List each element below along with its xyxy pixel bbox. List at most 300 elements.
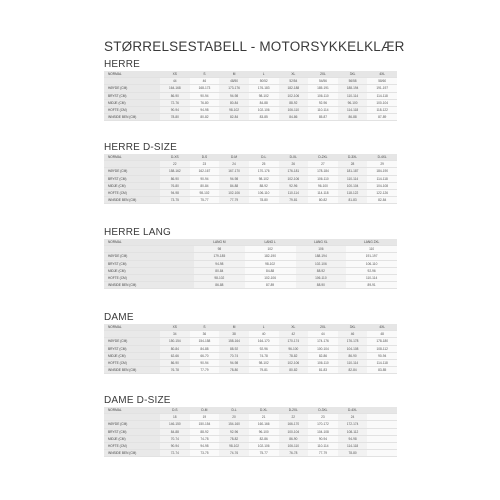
table-cell: 98-102 — [249, 92, 279, 99]
table-cell: 114-118 — [338, 107, 368, 114]
table-cell: 76-80 — [190, 99, 220, 106]
table-cell: 150-154 — [160, 338, 190, 345]
table-cell: 106-110 — [346, 260, 397, 267]
table-cell: 98-102 — [219, 107, 249, 114]
header-cell: D-2XL — [279, 407, 309, 414]
table-cell: 170-176 — [249, 168, 279, 175]
header-cell: D-L — [249, 154, 279, 161]
table-cell: 110-114 — [346, 275, 397, 282]
table-cell: 191-197 — [346, 253, 397, 260]
header-cell: S — [190, 324, 220, 331]
table-cell: 178-184 — [308, 168, 338, 175]
table-cell: 84-88 — [245, 267, 296, 274]
table-cell: 24 — [219, 161, 249, 168]
table-cell: 182-190 — [245, 253, 296, 260]
table-cell: 110-114 — [308, 107, 338, 114]
table-cell: 94-98 — [219, 92, 249, 99]
table-cell: 104-108 — [338, 345, 368, 352]
table-cell: 158-164 — [219, 338, 249, 345]
table-cell: 84-88 — [160, 428, 190, 435]
table-cell: 90-94 — [160, 443, 190, 450]
table-row — [104, 92, 397, 99]
table-cell: 74-78 — [190, 435, 220, 442]
table-cell: 188-194 — [338, 85, 368, 92]
size-table — [104, 154, 397, 204]
section-title: HERRE D-SIZE — [104, 142, 177, 153]
row-label: BRYST (CM) — [104, 428, 160, 435]
table-cell: 50/52 — [249, 78, 279, 85]
table-cell: 90-94 — [308, 435, 338, 442]
table-cell: 98 — [194, 246, 245, 253]
table-cell: 88-92 — [190, 428, 220, 435]
table-row — [104, 338, 397, 345]
table-header-row — [104, 407, 397, 414]
table-cell: 90-94 — [367, 352, 397, 359]
table-cell: 86-90 — [279, 435, 309, 442]
table-row — [104, 99, 397, 106]
table-cell: 96-100 — [308, 182, 338, 189]
section-title: DAME — [104, 312, 134, 323]
row-label: HOFTE (CM) — [104, 190, 160, 197]
table-cell: 44 — [160, 78, 190, 85]
table-cell: 94-98 — [160, 190, 190, 197]
header-cell: D-3XL — [308, 407, 338, 414]
table-cell: 162-167 — [190, 168, 220, 175]
row-label: HOFTE (CM) — [104, 107, 160, 114]
table-cell: 100-104 — [338, 182, 368, 189]
table-row — [104, 114, 397, 121]
row-label: HØYDE (CM) — [104, 421, 160, 428]
table-cell: 114-118 — [308, 190, 338, 197]
table-cell: 88-92 — [296, 267, 347, 274]
header-cell: XS — [160, 71, 190, 78]
table-cell: 176-181 — [279, 168, 309, 175]
table-cell: 78-82 — [279, 352, 309, 359]
table-row — [104, 421, 397, 428]
table-cell: 184-190 — [367, 168, 397, 175]
row-label: HOFTE (CM) — [104, 443, 160, 450]
header-cell: 2XL — [308, 324, 338, 331]
table-cell: 80-84 — [219, 99, 249, 106]
table-cell: 82-84 — [219, 114, 249, 121]
table-cell: 87-89 — [367, 114, 397, 121]
row-label: MIDJE (CM) — [104, 352, 160, 359]
table-cell: 96-100 — [279, 345, 309, 352]
table-cell: 86-88 — [338, 114, 368, 121]
table-cell: 74-76 — [219, 450, 249, 457]
table-cell — [367, 428, 397, 435]
table-cell: 92-96 — [308, 99, 338, 106]
table-row — [104, 360, 397, 367]
table-cell: 78-80 — [219, 367, 249, 374]
table-row — [104, 267, 397, 274]
table-row — [104, 161, 397, 168]
header-cell: S — [190, 71, 220, 78]
table-cell: 114-118 — [367, 360, 397, 367]
table-row — [104, 428, 397, 435]
table-cell: 98-102 — [245, 260, 296, 267]
header-cell: D-M — [190, 407, 220, 414]
section-title: HERRE — [104, 59, 141, 70]
header-cell: LANG XL — [296, 239, 347, 246]
table-cell: 160-166 — [249, 421, 279, 428]
table-cell: 98-102 — [194, 275, 245, 282]
header-cell: 4XL — [367, 324, 397, 331]
table-cell: 38 — [219, 331, 249, 338]
table-cell: 75-77 — [190, 197, 220, 204]
table-header-row — [104, 239, 397, 246]
table-cell: 92-96 — [219, 428, 249, 435]
table-cell: 102-106 — [279, 92, 309, 99]
table-row — [104, 253, 397, 260]
table-cell: 110-114 — [338, 92, 368, 99]
table-cell: 80-82 — [279, 367, 309, 374]
header-cell: NORMAL — [104, 154, 160, 161]
row-label: INNSIDE BEN (CM) — [104, 114, 160, 121]
table-cell: 102 — [245, 246, 296, 253]
header-cell: M — [219, 71, 249, 78]
table-cell: 74-78 — [249, 352, 279, 359]
table-row — [104, 107, 397, 114]
table-cell: 52/54 — [279, 78, 309, 85]
table-cell: 118-122 — [338, 190, 368, 197]
row-label: HØYDE (CM) — [104, 338, 160, 345]
table-cell: 122-126 — [367, 190, 397, 197]
header-cell: 3XL — [338, 71, 368, 78]
table-cell: 92-96 — [249, 345, 279, 352]
table-cell: 98-102 — [190, 190, 220, 197]
table-cell: 110-114 — [308, 443, 338, 450]
table-cell: 170-172 — [308, 421, 338, 428]
table-row — [104, 331, 397, 338]
table-cell: 110-114 — [338, 175, 368, 182]
table-cell: 94-98 — [190, 107, 220, 114]
header-cell: XL — [279, 71, 309, 78]
table-cell: 77-79 — [190, 367, 220, 374]
table-cell: 72-76 — [160, 99, 190, 106]
table-cell: 78-80 — [160, 114, 190, 121]
table-cell: 56/58 — [338, 78, 368, 85]
table-row — [104, 197, 397, 204]
table-cell: 79-81 — [279, 197, 309, 204]
table-cell: 108-112 — [338, 428, 368, 435]
page-title: STØRRELSESTABELL - MOTORSYKKELKLÆR — [104, 39, 405, 54]
table-row — [104, 435, 397, 442]
table-cell: 94-98 — [194, 260, 245, 267]
table-cell: 106-110 — [308, 360, 338, 367]
section-dame-d-size — [104, 394, 397, 457]
section-herre-lang — [104, 226, 397, 289]
table-cell: 154-160 — [219, 421, 249, 428]
row-label: MIDJE (CM) — [104, 99, 160, 106]
header-cell: M — [219, 324, 249, 331]
table-cell: 182-188 — [279, 85, 309, 92]
row-label: MIDJE (CM) — [104, 435, 160, 442]
size-table — [104, 407, 397, 457]
table-cell: 178-180 — [367, 338, 397, 345]
table-cell: 78-80 — [338, 450, 368, 457]
table-header-row — [104, 324, 397, 331]
table-row — [104, 450, 397, 457]
table-cell: 73-75 — [160, 197, 190, 204]
table-cell: 94-98 — [219, 360, 249, 367]
header-cell: D-XS — [160, 154, 190, 161]
table-cell: 168-173 — [190, 85, 220, 92]
header-cell: D-3XL — [338, 154, 368, 161]
table-cell: 102-106 — [219, 190, 249, 197]
table-cell: 84-88 — [219, 182, 249, 189]
header-cell: NORMAL — [104, 239, 194, 246]
section-dame — [104, 311, 397, 374]
table-cell: 81-83 — [308, 367, 338, 374]
table-cell: 86-88 — [194, 282, 245, 289]
table-cell: 170-174 — [279, 338, 309, 345]
table-row — [104, 246, 397, 253]
table-cell: 58/60 — [367, 78, 397, 85]
header-cell: NORMAL — [104, 407, 160, 414]
table-cell: 110 — [346, 246, 397, 253]
table-cell: 114-118 — [338, 443, 368, 450]
table-cell — [367, 421, 397, 428]
table-cell: 185-191 — [308, 85, 338, 92]
table-cell: 19 — [190, 414, 220, 421]
table-row — [104, 168, 397, 175]
table-cell: 100-104 — [279, 428, 309, 435]
table-cell: 78-82 — [219, 435, 249, 442]
table-cell — [367, 414, 397, 421]
table-cell — [367, 450, 397, 457]
table-cell: 164-168 — [160, 85, 190, 92]
table-cell: 79-81 — [249, 367, 279, 374]
table-cell: 94-98 — [219, 175, 249, 182]
table-cell: 154-158 — [190, 338, 220, 345]
table-cell: 80-82 — [308, 197, 338, 204]
table-cell: 166-170 — [279, 421, 309, 428]
table-cell: 114-118 — [367, 92, 397, 99]
table-cell: 76-80 — [160, 182, 190, 189]
table-cell: 84-88 — [249, 99, 279, 106]
table-cell: 110-114 — [279, 190, 309, 197]
row-label: BRYST (CM) — [104, 175, 160, 182]
table-cell — [367, 435, 397, 442]
table-cell: 104-108 — [367, 182, 397, 189]
table-row — [104, 367, 397, 374]
size-table — [104, 71, 397, 121]
table-cell: 25 — [249, 161, 279, 168]
table-cell: 102-106 — [245, 275, 296, 282]
header-cell: 3XL — [338, 324, 368, 331]
table-cell: 23 — [308, 414, 338, 421]
table-cell: 106-110 — [296, 275, 347, 282]
table-cell: 21 — [249, 414, 279, 421]
table-cell: 84-86 — [279, 114, 309, 121]
table-cell: 146-150 — [160, 421, 190, 428]
table-cell: 114-118 — [367, 175, 397, 182]
size-table — [104, 239, 397, 289]
table-cell: 80-84 — [194, 267, 245, 274]
table-cell: 29 — [367, 161, 397, 168]
table-header-row — [104, 71, 397, 78]
table-cell: 23 — [190, 161, 220, 168]
table-cell: 82-86 — [249, 435, 279, 442]
table-cell: 172-174 — [338, 421, 368, 428]
table-cell: 90-94 — [190, 175, 220, 182]
table-cell: 86-90 — [338, 352, 368, 359]
table-cell: 77-79 — [219, 197, 249, 204]
table-cell: 62-66 — [160, 352, 190, 359]
table-cell: 78-80 — [249, 197, 279, 204]
table-cell: 54/56 — [308, 78, 338, 85]
table-cell: 42 — [279, 331, 309, 338]
table-cell: 80-82 — [190, 114, 220, 121]
header-cell: 2XL — [308, 71, 338, 78]
table-cell: 188-194 — [296, 253, 347, 260]
table-cell: 86-90 — [160, 92, 190, 99]
table-cell: 81-83 — [338, 197, 368, 204]
table-cell: 102-106 — [249, 107, 279, 114]
table-row — [104, 282, 397, 289]
row-label: INNSIDE BEN (CM) — [104, 367, 160, 374]
table-cell: 83-85 — [367, 367, 397, 374]
size-table — [104, 324, 397, 374]
section-herre — [104, 58, 397, 121]
table-cell: 176-178 — [338, 338, 368, 345]
table-cell: 76-78 — [160, 367, 190, 374]
table-cell: 158-162 — [160, 168, 190, 175]
table-cell: 94-98 — [338, 435, 368, 442]
table-cell: 88-90 — [296, 282, 347, 289]
header-cell: LANG L — [245, 239, 296, 246]
table-cell: 40 — [249, 331, 279, 338]
table-cell: 76-78 — [279, 450, 309, 457]
table-cell: 46 — [190, 78, 220, 85]
header-cell: NORMAL — [104, 71, 160, 78]
table-cell: 66-70 — [190, 352, 220, 359]
table-cell: 80-84 — [190, 182, 220, 189]
header-cell: 4XL — [367, 71, 397, 78]
table-cell: 26 — [279, 161, 309, 168]
table-cell: 98-102 — [219, 443, 249, 450]
table-cell: 82-86 — [308, 352, 338, 359]
table-cell: 86-90 — [160, 175, 190, 182]
header-cell: XL — [279, 324, 309, 331]
table-cell: 90-94 — [190, 360, 220, 367]
table-cell: 82-84 — [367, 197, 397, 204]
header-cell: D-M — [219, 154, 249, 161]
section-title: DAME D-SIZE — [104, 395, 171, 406]
table-cell: 92-96 — [279, 182, 309, 189]
table-cell: 27 — [308, 161, 338, 168]
table-cell: 106-110 — [308, 92, 338, 99]
header-cell: L — [249, 324, 279, 331]
table-row — [104, 182, 397, 189]
row-label — [104, 78, 160, 85]
table-cell: 106 — [296, 246, 347, 253]
table-cell: 48/50 — [219, 78, 249, 85]
table-row — [104, 345, 397, 352]
header-cell: D-L — [219, 407, 249, 414]
table-cell: 88-92 — [279, 99, 309, 106]
table-cell: 181-187 — [338, 168, 368, 175]
table-row — [104, 78, 397, 85]
table-cell: 108-112 — [367, 345, 397, 352]
header-cell: LANG M — [194, 239, 245, 246]
table-cell: 46 — [338, 331, 368, 338]
table-cell: 24 — [338, 414, 368, 421]
table-cell: 100-104 — [308, 345, 338, 352]
table-cell: 70-74 — [160, 435, 190, 442]
header-cell: D-4XL — [338, 407, 368, 414]
table-cell: 77-79 — [308, 450, 338, 457]
table-row — [104, 85, 397, 92]
table-cell: 90-94 — [190, 92, 220, 99]
table-cell: 88-92 — [249, 182, 279, 189]
table-cell: 73-75 — [190, 450, 220, 457]
table-row — [104, 414, 397, 421]
table-cell: 75-77 — [249, 450, 279, 457]
header-cell: NORMAL — [104, 324, 160, 331]
table-row — [104, 260, 397, 267]
table-cell: 164-170 — [249, 338, 279, 345]
header-cell: D-S — [190, 154, 220, 161]
table-cell: 106-110 — [279, 107, 309, 114]
section-title: HERRE LANG — [104, 227, 172, 238]
table-cell: 150-154 — [190, 421, 220, 428]
table-cell: 85-87 — [308, 114, 338, 121]
table-row — [104, 275, 397, 282]
row-label: BRYST (CM) — [104, 345, 160, 352]
table-cell: 87-89 — [245, 282, 296, 289]
table-cell: 70-74 — [219, 352, 249, 359]
table-cell: 90-94 — [160, 107, 190, 114]
table-cell: 104-108 — [308, 428, 338, 435]
table-cell — [367, 443, 397, 450]
row-label: INNSIDE BEN (CM) — [104, 282, 194, 289]
row-label: MIDJE (CM) — [104, 182, 160, 189]
table-cell: 72-74 — [160, 450, 190, 457]
row-label: HØYDE (CM) — [104, 168, 160, 175]
table-cell: 167-170 — [219, 168, 249, 175]
table-cell: 34 — [160, 331, 190, 338]
table-cell: 36 — [190, 331, 220, 338]
table-cell: 102-106 — [296, 260, 347, 267]
header-cell: D-2XL — [308, 154, 338, 161]
table-cell: 82-84 — [338, 367, 368, 374]
row-label: HØYDE (CM) — [104, 253, 194, 260]
table-cell: 98-102 — [249, 175, 279, 182]
header-cell: L — [249, 71, 279, 78]
header-cell — [367, 407, 397, 414]
table-cell: 102-106 — [279, 360, 309, 367]
table-row — [104, 352, 397, 359]
table-cell: 102-106 — [249, 443, 279, 450]
table-cell: 86-90 — [160, 360, 190, 367]
table-row — [104, 175, 397, 182]
table-cell: 94-98 — [190, 443, 220, 450]
table-cell: 173-176 — [219, 85, 249, 92]
header-cell: XS — [160, 324, 190, 331]
table-cell: 100-104 — [367, 99, 397, 106]
table-cell: 92-96 — [346, 267, 397, 274]
table-cell: 106-110 — [279, 443, 309, 450]
table-cell: 22 — [279, 414, 309, 421]
table-cell: 96-100 — [249, 428, 279, 435]
table-cell: 18 — [160, 414, 190, 421]
table-cell: 106-110 — [308, 175, 338, 182]
header-cell: D-XL — [249, 407, 279, 414]
table-cell: 176-183 — [249, 85, 279, 92]
table-cell: 48 — [367, 331, 397, 338]
